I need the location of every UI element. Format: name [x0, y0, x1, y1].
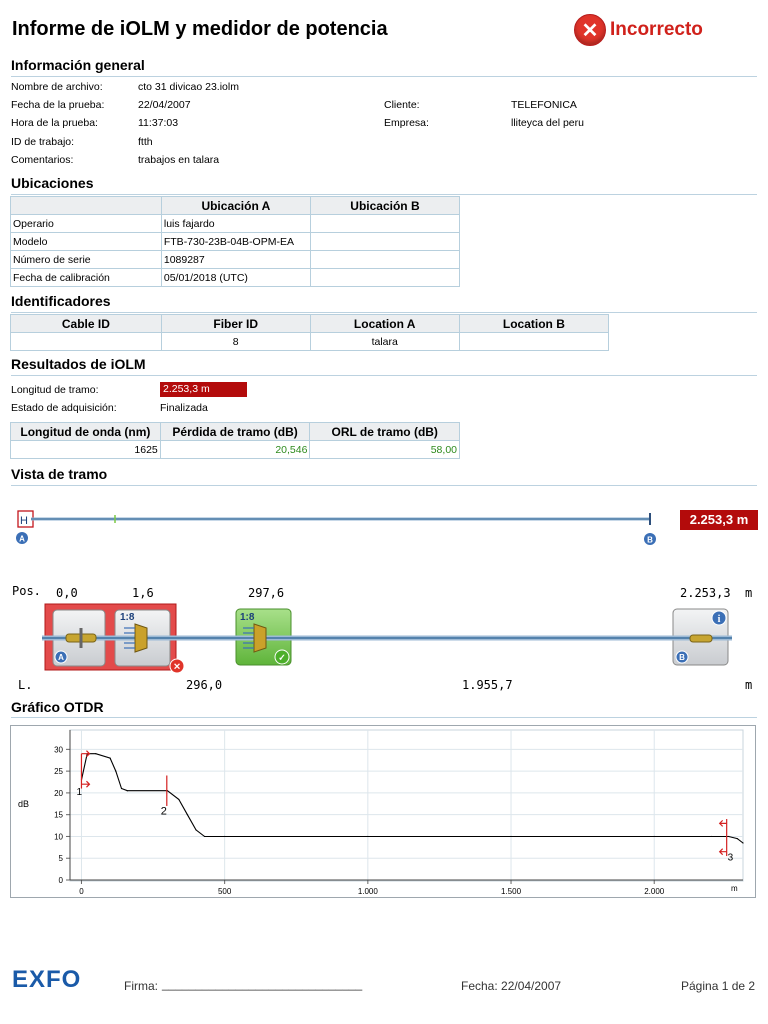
divider — [11, 312, 757, 313]
table-cell: 1089287 — [161, 251, 310, 269]
unit-label: m — [745, 586, 753, 600]
table-cell — [310, 233, 459, 251]
trace-point — [195, 829, 196, 830]
x-tick-label: 1.500 — [501, 887, 522, 896]
trace-point — [204, 836, 205, 837]
marker-b-label: B — [679, 653, 685, 662]
otdr-chart[interactable] — [10, 725, 756, 898]
lengths-label: L. — [18, 678, 33, 692]
table-cell: 05/01/2018 (UTC) — [161, 269, 310, 287]
divider — [11, 375, 757, 376]
span-loss-cell: 20,546 — [160, 441, 310, 459]
column-header: Fiber ID — [161, 315, 310, 333]
field-value: 11:37:03 — [138, 117, 179, 129]
location-a-cell: talara — [310, 333, 459, 351]
field-value: 22/04/2007 — [138, 99, 191, 111]
table-row — [11, 269, 460, 287]
length-value: 296,0 — [186, 678, 223, 692]
trace-point — [742, 842, 743, 843]
position-value: 0,0 — [56, 586, 78, 600]
table-row — [11, 215, 460, 233]
general-heading: Información general — [11, 57, 145, 73]
table-cell — [310, 269, 459, 287]
report-title: Informe de iOLM y medidor de potencia — [12, 18, 388, 40]
link-view — [0, 600, 768, 678]
field-label: Nombre de archivo: — [11, 81, 103, 93]
position-value: 2.253,3 — [680, 586, 731, 600]
span-orl-cell: 58,00 — [310, 441, 460, 459]
x-axis-unit: m — [731, 884, 738, 893]
marker-b-label: B — [647, 535, 653, 545]
splitter-icon — [254, 624, 266, 652]
column-header: ORL de tramo (dB) — [310, 423, 460, 441]
status-indicator — [574, 14, 703, 46]
y-tick-label: 25 — [54, 767, 63, 777]
table-cell: Número de serie — [11, 251, 162, 269]
position-value: 1,6 — [132, 586, 154, 600]
trace-point — [510, 836, 511, 837]
exfo-logo: EXFO — [12, 966, 82, 993]
identifiers-table — [10, 314, 609, 351]
divider — [11, 194, 757, 195]
span-length-badge: 2.253,3 m — [680, 510, 758, 530]
signature-label: Firma: — [124, 979, 158, 993]
y-tick-label: 5 — [58, 854, 63, 864]
acquisition-label: Estado de adquisición: — [11, 402, 117, 414]
locations-heading: Ubicaciones — [11, 175, 94, 191]
unit-label: m — [745, 678, 753, 692]
fail-badge-glyph: ✕ — [173, 661, 181, 672]
status-label: Incorrecto — [610, 19, 703, 40]
fail-icon: ✕ — [574, 14, 606, 46]
trace-point — [367, 836, 368, 837]
results-table — [10, 422, 460, 459]
span-length-value: 2.253,3 m — [160, 382, 247, 397]
pass-badge-glyph: ✓ — [278, 652, 286, 663]
span-length-label: Longitud de tramo: — [11, 384, 99, 396]
trace-point — [95, 753, 96, 754]
table-cell: Fecha de calibración — [11, 269, 162, 287]
trace-point — [178, 799, 179, 800]
positions-label: Pos. — [12, 584, 41, 598]
table-cell: Modelo — [11, 233, 162, 251]
field-label: Comentarios: — [11, 154, 74, 166]
otdr-heading: Gráfico OTDR — [11, 699, 104, 715]
column-header: Location B — [459, 315, 608, 333]
start-glyph: H — [20, 515, 28, 527]
table-row — [11, 233, 460, 251]
column-header: Location A — [310, 315, 459, 333]
y-tick-label: 30 — [54, 745, 63, 755]
field-label: Cliente: — [384, 99, 420, 111]
field-value: trabajos en talara — [138, 154, 220, 166]
splitter-ratio: 1:8 — [240, 612, 255, 623]
marker-a-label: A — [19, 534, 25, 544]
y-tick-label: 15 — [54, 810, 63, 820]
trace-point — [187, 814, 188, 815]
event-marker-label: 2 — [160, 805, 167, 818]
table-cell: FTB-730-23B-04B-OPM-EA — [161, 233, 310, 251]
x-tick-label: 0 — [79, 887, 84, 896]
trace-point — [121, 788, 122, 789]
splitter-ratio: 1:8 — [120, 612, 135, 623]
field-value: lliteyca del peru — [511, 117, 584, 129]
trace-point — [737, 838, 738, 839]
marker-a-label: A — [58, 653, 64, 662]
y-tick-label: 0 — [58, 876, 63, 885]
column-header: Longitud de onda (nm) — [11, 423, 161, 441]
span-view-heading: Vista de tramo — [11, 466, 108, 482]
locations-table — [10, 196, 460, 287]
field-label: Empresa: — [384, 117, 429, 129]
event-marker-label: 3 — [727, 852, 734, 864]
cable-id-cell — [11, 333, 162, 351]
divider — [11, 717, 757, 718]
signature-line: ______________________________ — [162, 977, 363, 991]
table-cell — [310, 215, 459, 233]
column-header: Ubicación B — [310, 197, 459, 215]
span-overview — [0, 495, 768, 555]
location-b-cell — [459, 333, 608, 351]
field-value: cto 31 divicao 23.iolm — [138, 81, 239, 93]
column-header: Ubicación A — [161, 197, 310, 215]
field-value: TELEFONICA — [511, 99, 577, 111]
x-tick-label: 1.000 — [357, 887, 378, 896]
trace-point — [115, 771, 116, 772]
results-heading: Resultados de iOLM — [11, 356, 146, 372]
trace-point — [728, 836, 729, 837]
field-label: Hora de la prueba: — [11, 117, 98, 129]
x-tick-label: 500 — [217, 887, 232, 896]
trace-point — [654, 836, 655, 837]
y-tick-label: 20 — [54, 788, 63, 798]
field-value: ftth — [138, 136, 153, 148]
fiber-id-cell: 8 — [161, 333, 310, 351]
table-cell — [310, 251, 459, 269]
x-tick-label: 2.000 — [644, 887, 665, 896]
table-cell: Operario — [11, 215, 162, 233]
trace-point — [224, 836, 225, 837]
field-label: ID de trabajo: — [11, 136, 75, 148]
column-header: Cable ID — [11, 315, 162, 333]
position-value: 297,6 — [248, 586, 285, 600]
y-axis-label: dB — [18, 799, 30, 809]
column-header: Pérdida de tramo (dB) — [160, 423, 310, 441]
connector-icon — [690, 635, 712, 642]
event-marker-label: 1 — [76, 787, 83, 799]
footer-date: Fecha: 22/04/2007 — [461, 979, 562, 993]
trace-point — [109, 757, 110, 758]
length-value: 1.955,7 — [462, 678, 513, 692]
acquisition-value: Finalizada — [160, 402, 208, 414]
divider — [11, 485, 757, 486]
splitter-icon — [135, 624, 147, 652]
info-glyph: i — [717, 614, 721, 625]
table-cell: luis fajardo — [161, 215, 310, 233]
divider — [11, 76, 757, 77]
page-number: Página 1 de 2 — [681, 979, 756, 993]
field-label: Fecha de la prueba: — [11, 99, 105, 111]
wavelength-cell: 1625 — [11, 441, 161, 459]
identifiers-heading: Identificadores — [11, 293, 111, 309]
table-row — [11, 251, 460, 269]
trace-point — [127, 790, 128, 791]
trace-point — [711, 836, 712, 837]
y-tick-label: 10 — [54, 832, 63, 842]
column-header — [11, 197, 162, 215]
